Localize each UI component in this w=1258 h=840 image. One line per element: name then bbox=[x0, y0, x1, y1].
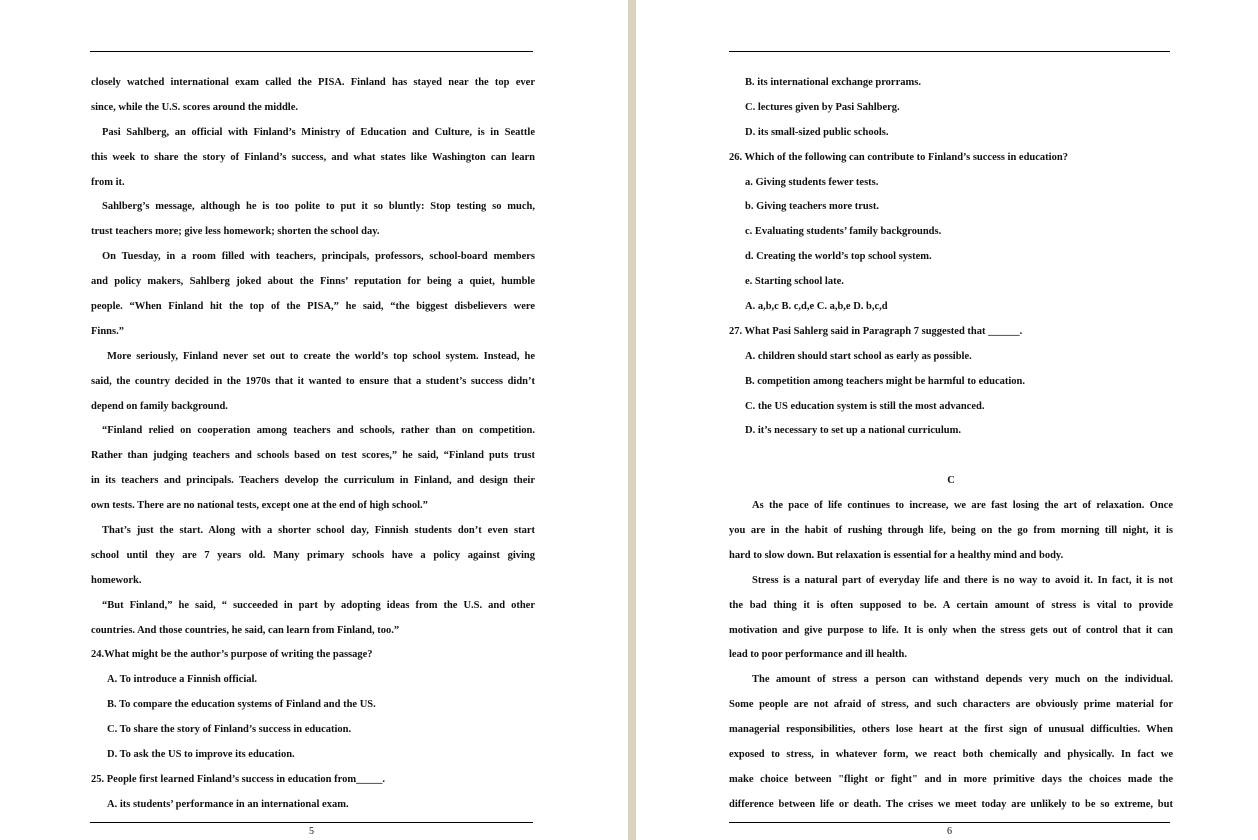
text-line: motivation and give purpose to life. It is only when the stress gets out of control that it can bbox=[729, 624, 1173, 636]
text-line: B. its international exchange prorrams. bbox=[745, 77, 921, 88]
text-line: people. “When Finland hit the top of the PISA,” he said, “the biggest disbelievers were bbox=[91, 301, 535, 313]
text-line: A. To introduce a Finnish official. bbox=[107, 674, 258, 686]
text-line: from it. bbox=[91, 176, 125, 188]
left-page bbox=[0, 0, 628, 840]
text-line: closely watched international exam called the PISA. Finland has stayed near the top ever bbox=[91, 77, 535, 88]
text-line: As the pace of life continues to increase, we are fast losing the art of relaxation. Once bbox=[752, 500, 1173, 512]
text-line: 26. Which of the following can contribute to Finland’s success in education? bbox=[729, 151, 1068, 163]
text-line: 25. People first learned Finland’s success in education from_____. bbox=[91, 773, 385, 785]
text-line: The amount of stress a person can withstand depends very much on the individual. bbox=[752, 674, 1173, 686]
text-line: On Tuesday, in a room filled with teachers, principals, professors, school-board members bbox=[102, 251, 535, 263]
text-line: hard to slow down. But relaxation is essential for a healthy mind and body. bbox=[729, 549, 1064, 561]
text-line: More seriously, Finland never set out to create the world’s top school system. Instead, he bbox=[107, 350, 535, 362]
text-line: a. Giving students fewer tests. bbox=[745, 176, 879, 188]
text-line: D. it’s necessary to set up a national curriculum. bbox=[745, 425, 962, 437]
text-line: since, while the U.S. scores around the middle. bbox=[91, 101, 298, 113]
text-line: C bbox=[947, 475, 955, 487]
text-line: C. lectures given by Pasi Sahlberg. bbox=[745, 101, 900, 113]
text-line: “But Finland,” he said, “ succeeded in part by adopting ideas from the U.S. and other bbox=[102, 599, 535, 611]
text-line: this week to share the story of Finland’s success, and what states like Washington can learn bbox=[91, 151, 535, 163]
text-line: school until they are 7 years old. Many primary schools have a policy against giving bbox=[91, 549, 535, 561]
header-rule bbox=[729, 51, 1170, 52]
text-line: and policy makers, Sahlberg joked about the Finns’ reputation for being a quiet, humble bbox=[91, 276, 535, 288]
text-line: A. children should start school as early as possible. bbox=[745, 350, 972, 362]
text-line: B. competition among teachers might be harmful to education. bbox=[745, 375, 1025, 387]
text-line: B. To compare the education systems of Finland and the US. bbox=[107, 699, 376, 711]
text-line: Finns.” bbox=[91, 325, 124, 337]
text-line: That’s just the start. Along with a shorter school day, Finnish students don’t even start bbox=[102, 525, 535, 537]
text-line: Rather than judging teachers and schools based on test scores,” he said, “Finland puts trust bbox=[91, 450, 535, 462]
text-line: difference between life or death. The crises we meet today are unlikely to be so extreme, but bbox=[729, 798, 1173, 810]
text-line: A. a,b,c B. c,d,e C. a,b,e D. b,c,d bbox=[745, 301, 888, 313]
page-gutter bbox=[628, 0, 636, 840]
text-line: said, the country decided in the 1970s that it wanted to ensure that a student’s success didn’t bbox=[91, 375, 535, 387]
text-line: the bad thing it is often supposed to be. A certain amount of stress is vital to provide bbox=[729, 599, 1173, 611]
footer-rule bbox=[729, 822, 1170, 823]
text-line: 27. What Pasi Sahlerg said in Paragraph 7 suggested that ______. bbox=[729, 325, 1023, 337]
text-line: 24.What might be the author’s purpose of writing the passage? bbox=[91, 649, 373, 661]
text-line: lead to poor performance and ill health. bbox=[729, 649, 908, 661]
text-line: exposed to stress, in whatever form, we react both chemically and physically. In fact we bbox=[729, 749, 1173, 761]
text-line: e. Starting school late. bbox=[745, 276, 844, 288]
text-line: c. Evaluating students’ family backgrounds. bbox=[745, 226, 942, 238]
right-page bbox=[636, 0, 1258, 840]
text-line: C. To share the story of Finland’s success in education. bbox=[107, 724, 352, 736]
text-line: Pasi Sahlberg, an official with Finland’s Ministry of Education and Culture, is in Seattle bbox=[102, 126, 535, 138]
text-line: A. its students’ performance in an international exam. bbox=[107, 798, 349, 810]
text-line: Sahlberg’s message, although he is too polite to put it so bluntly: Stop testing so much, bbox=[102, 201, 535, 213]
text-line: make choice between "flight or fight" and in more primitive days the choices made the bbox=[729, 773, 1173, 785]
text-line: d. Creating the world’s top school system. bbox=[745, 251, 932, 263]
text-line: managerial responsibilities, others lose heart at the first sign of unusual difficulties. When bbox=[729, 724, 1173, 736]
header-rule bbox=[90, 51, 533, 52]
text-line: depend on family background. bbox=[91, 400, 228, 412]
text-line: D. its small-sized public schools. bbox=[745, 126, 889, 138]
text-line: trust teachers more; give less homework; shorten the school day. bbox=[91, 226, 380, 238]
text-line: own tests. There are no national tests, except one at the end of high school.” bbox=[91, 500, 428, 512]
text-line: in its teachers and principals. Teachers develop the curriculum in Finland, and design their bbox=[91, 475, 535, 487]
footer-rule bbox=[90, 822, 533, 823]
text-line: C. the US education system is still the most advanced. bbox=[745, 400, 985, 412]
left-page-text bbox=[91, 71, 535, 818]
text-line: countries. And those countries, he said, can learn from Finland, too.” bbox=[91, 624, 400, 636]
text-line: homework. bbox=[91, 574, 142, 586]
text-line bbox=[729, 444, 1173, 469]
text-line: b. Giving teachers more trust. bbox=[745, 201, 879, 213]
text-line: “Finland relied on cooperation among teachers and schools, rather than on competition. bbox=[102, 425, 535, 437]
text-line: you are in the habit of rushing through life, being on the go from morning till night, it is bbox=[729, 525, 1173, 537]
page-number: 6 bbox=[947, 826, 952, 837]
text-line: Stress is a natural part of everyday life and there is no way to avoid it. In fact, it is not bbox=[752, 574, 1173, 586]
right-page-text bbox=[729, 71, 1173, 818]
page-number: 5 bbox=[309, 826, 314, 837]
text-line: Some people are not afraid of stress, and such characters are obviously prime material for bbox=[729, 699, 1173, 711]
text-line: D. To ask the US to improve its education. bbox=[107, 749, 295, 761]
